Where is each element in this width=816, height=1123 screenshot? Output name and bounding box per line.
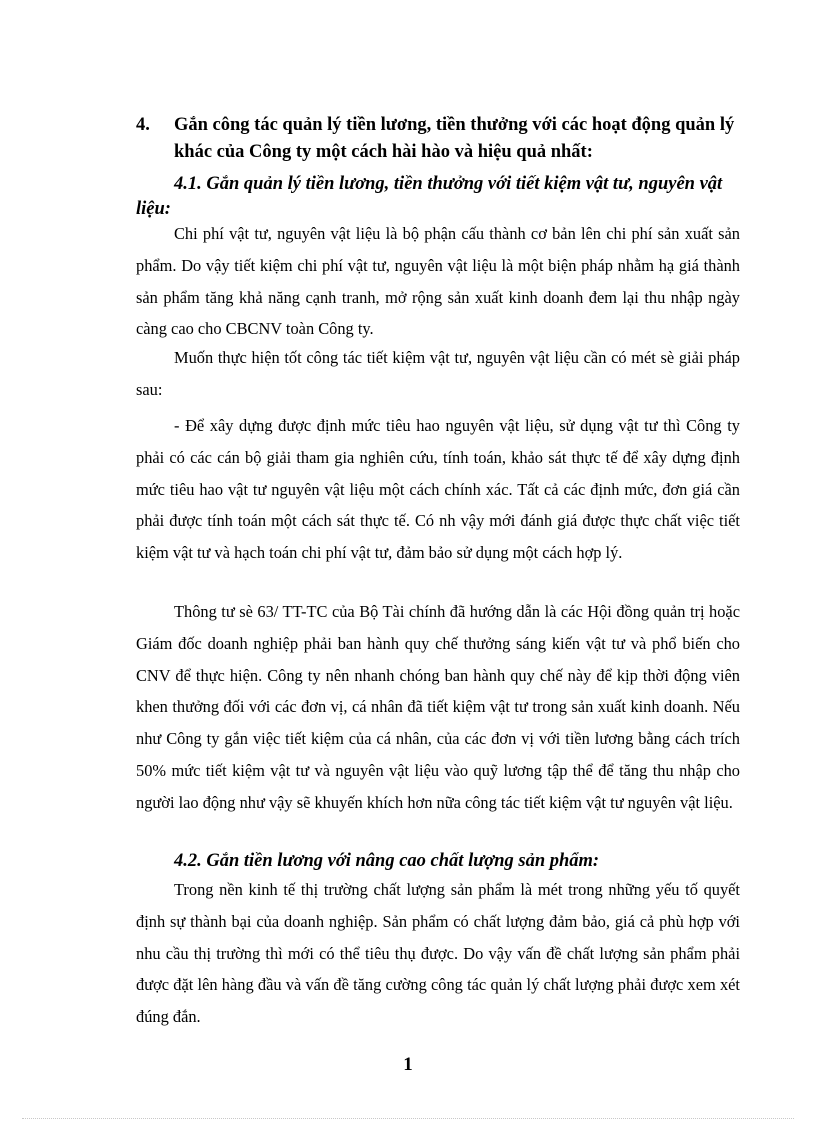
paragraph: - Để xây dựng được định mức tiêu hao nguyên vật liệu, sử dụng vật tư thì Công ty phải có các cán bộ giải tham gia nghiên cứu, tính toán, khảo sát thực tế để xây dựng định mức tiêu hao vật tư nguyên vật liệu một cách chính xác. Tất cả các định mức, đơn giá cần phải được tính toán một cách sát thực tế. Có nh vậy mới đánh giá được thực chất việc tiết kiệm vật tư và hạch toán chi phí vật tư, đảm bảo sử dụng một cách hợp lý.	[136, 416, 740, 563]
subsection-heading-4-2: 4.2. Gắn tiền lương với nâng cao chất lượng sản phẩm:	[174, 851, 600, 871]
section-number: 4.	[136, 115, 150, 135]
paragraph: Thông tư sè 63/ TT-TC của Bộ Tài chính đã hướng dẫn là các Hội đồng quản trị hoặc Giám đốc doanh nghiệp phải ban hành quy chế thưởng sáng kiến vật tư và phổ biến cho CNV để thực hiện. Công ty nên nhanh chóng ban hành quy chế này để kịp thời động viên khen thưởng đối với các đơn vị, cá nhân đã tiết kiệm vật tư trong sản xuất kinh doanh. Nếu như Công ty gắn việc tiết kiệm của cá nhân, của các đơn vị với tiền lương bằng cách trích 50% mức tiết kiệm vật tư và nguyên vật liệu vào quỹ lương tập thể để tăng thu nhập cho người lao động như vậy sẽ khuyến khích hơn nữa công tác tiết kiệm vật tư nguyên vật liệu.	[136, 602, 740, 812]
paragraph: Trong nền kinh tế thị trường chất lượng sản phẩm là mét trong những yếu tố quyết định sự thành bại của doanh nghiệp. Sản phẩm có chất lượng đảm bảo, giá cả phù hợp với nhu cầu thị trường thì mới có thể tiêu thụ được. Do vậy vấn đề chất lượng sản phẩm phải được đặt lên hàng đầu và vấn đề tăng cường công tác quản lý chất lượng phải được xem xét đúng đắn.	[136, 880, 740, 1027]
section-heading	[136, 112, 756, 166]
paragraph: Chi phí vật tư, nguyên vật liệu là bộ phận cấu thành cơ bản lên chi phí sản xuất sản phẩm. Do vậy tiết kiệm chi phí vật tư, nguyên vật liệu là một biện pháp nhằm hạ giá thành sản phẩm tăng khả năng cạnh tranh, mở rộng sản xuất kinh doanh đem lại thu nhập ngày càng cao cho CBCNV toàn Công ty.	[136, 224, 740, 339]
section-title: Gắn công tác quản lý tiền lương, tiền thưởng với các hoạt động quản lý khác của Công ty một cách hài hào và hiệu quả nhất:	[174, 115, 735, 162]
page-bottom-divider	[22, 1118, 794, 1119]
page-number: 1	[403, 1054, 413, 1075]
subsection-heading-4-1: 4.1. Gắn quản lý tiền lương, tiền thưởng với tiết kiệm vật tư, nguyên vật liệu:	[136, 174, 723, 219]
paragraph: Muốn thực hiện tốt công tác tiết kiệm vật tư, nguyên vật liệu cần có mét sè giải pháp sau:	[136, 348, 740, 399]
